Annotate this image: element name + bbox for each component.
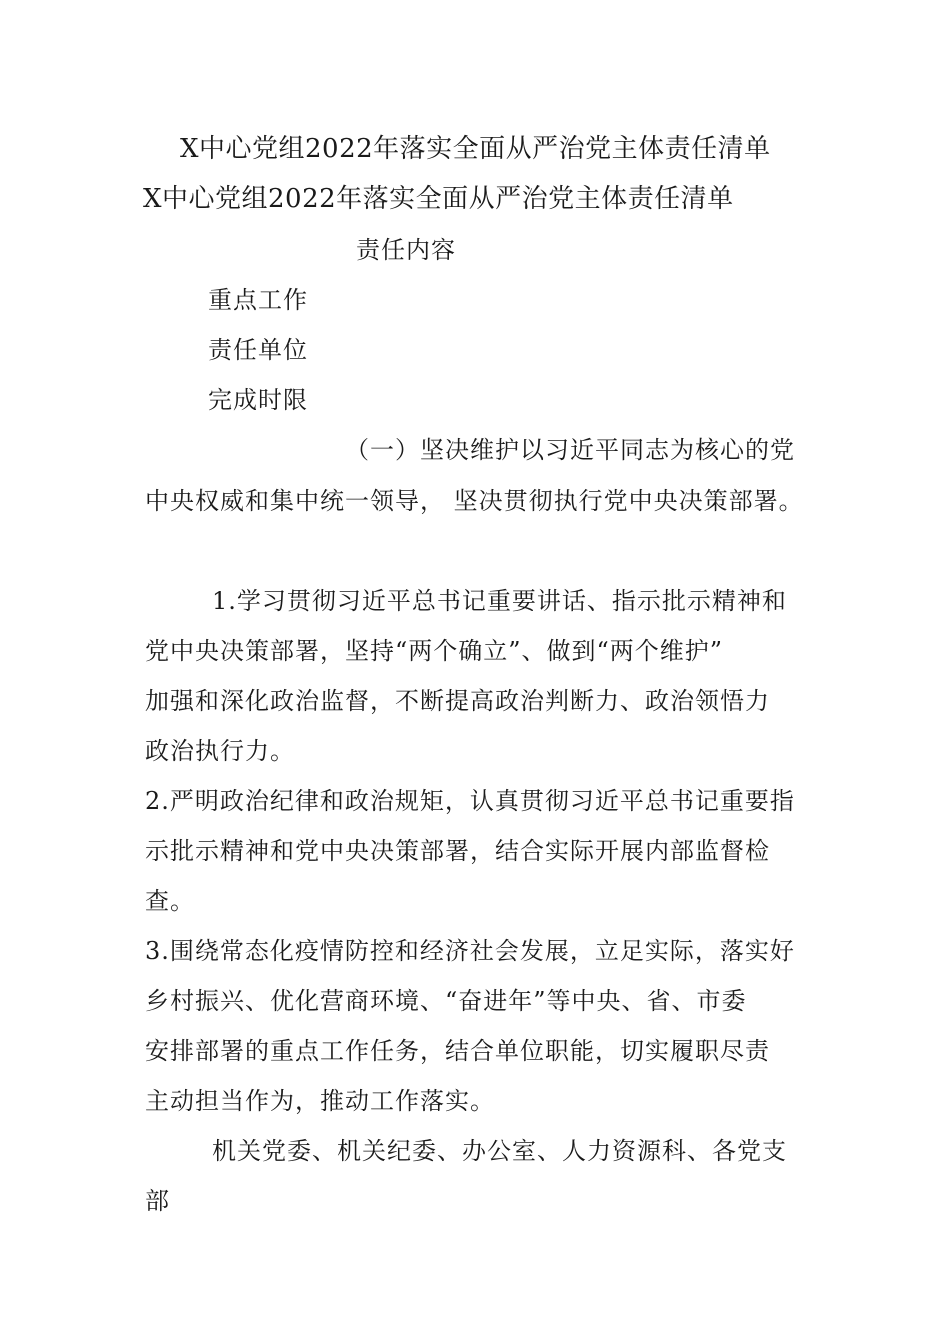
item-3-line: 安排部署的重点工作任务，结合单位职能，切实履职尽责 <box>145 1037 770 1065</box>
document-title: X中心党组2022年落实全面从严治党主体责任清单 <box>180 134 771 164</box>
section-heading-line: 中央权威和集中统一领导， 坚决贯彻执行党中央决策部署。 <box>145 487 804 515</box>
column-header-key-work: 重点工作 <box>208 286 308 314</box>
item-1-line: 1.学习贯彻习近平总书记重要讲话、指示批示精神和 <box>212 587 787 615</box>
responsible-units-line: 部 <box>145 1187 170 1215</box>
item-2-line: 示批示精神和党中央决策部署，结合实际开展内部监督检 <box>145 837 770 865</box>
item-1-line: 党中央决策部署，坚持“两个确立”、做到“两个维护” <box>145 637 724 665</box>
responsible-units-line: 机关党委、机关纪委、办公室、人力资源科、各党支 <box>212 1137 787 1165</box>
column-header-deadline: 完成时限 <box>208 386 308 414</box>
item-2-line: 查。 <box>145 887 195 915</box>
item-1-line: 加强和深化政治监督，不断提高政治判断力、政治领悟力 <box>145 687 770 715</box>
item-3-line: 乡村振兴、优化营商环境、“奋进年”等中央、省、市委 <box>145 987 747 1015</box>
item-3-line: 主动担当作为，推动工作落实。 <box>145 1087 495 1115</box>
item-3-line: 3.围绕常态化疫情防控和经济社会发展，立足实际，落实好 <box>145 937 795 965</box>
item-1-line: 政治执行力。 <box>145 737 295 765</box>
section-heading-line: （一）坚决维护以习近平同志为核心的党 <box>345 436 795 464</box>
item-2-line: 2.严明政治纪律和政治规矩，认真贯彻习近平总书记重要指 <box>145 787 795 815</box>
column-header-responsibility: 责任内容 <box>356 236 456 264</box>
document-title-repeat: X中心党组2022年落实全面从严治党主体责任清单 <box>143 184 734 214</box>
column-header-unit: 责任单位 <box>208 336 308 364</box>
